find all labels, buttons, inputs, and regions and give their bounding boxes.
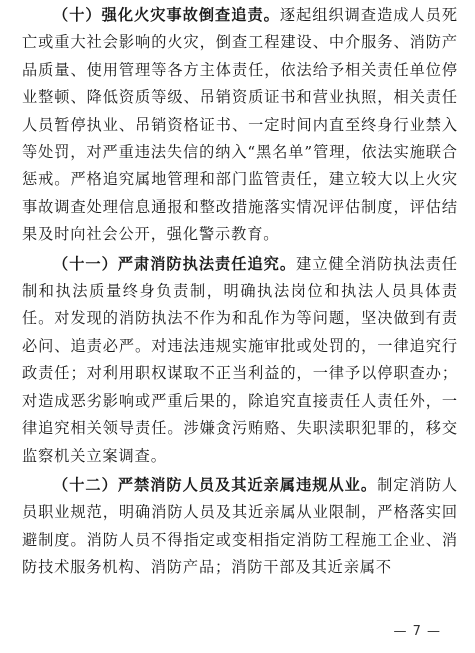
paragraph-11-heading: （十一）严肃消防执法责任追究。 (53, 254, 297, 273)
page-number: — 7 — (393, 624, 441, 639)
paragraph-11-body: 建立健全消防执法责任制和执法质量终身负责制，明确执法岗位和执法人员具体责任。对发现的消防执法不作为和乱作为等问题，坚决做到有责必问、追责必严。对违法违规实施审批或处罚的，一律追究行政责任；对利用职权谋取不正当利益的，一律予以停职查办；对造成恶劣影响或严重后果的，除追究直接责任人责任外，一律追究相关领导责任。涉嫌贪污贿赂、失职渎职犯罪的，移交监察机关立案调查。 (22, 254, 459, 465)
paragraph-12-body: 制定消防人员职业规范，明确消防人员及其近亲属从业限制，严格落实回避制度。消防人员不得指定或变相指定消防工程施工企业、消防技术服务机构、消防产品；消防干部及其近亲属不 (22, 475, 458, 577)
paragraph-10-heading: （十）强化火灾事故倒查追责。 (53, 6, 280, 24)
paragraph-10 (22, 2, 458, 249)
paragraph-12 (22, 472, 458, 582)
paragraph-10-body: 逐起组织调查造成人员死亡或重大社会影响的火灾，倒查工程建设、中介服务、消防产品质量、使用管理等各方主体责任，依法给予相关责任单位停业整顿、降低资质等级、吊销资质证书和营业执照，相关责任人员暂停执业、吊销资格证书、一定时间内直至终身行业禁入等处罚，对严重违法失信的纳入“黑名单”管理，依法实施联合惩戒。严格追究属地管理和部门监管责任，建立较大以上火灾事故调查处理信息通报和整改措施落实情况评估制度，评估结果及时向社会公开，强化警示教育。 (22, 6, 458, 244)
document-body (22, 2, 458, 582)
paragraph-11 (22, 251, 458, 470)
paragraph-12-heading: （十二）严禁消防人员及其近亲属违规从业。 (53, 475, 378, 494)
